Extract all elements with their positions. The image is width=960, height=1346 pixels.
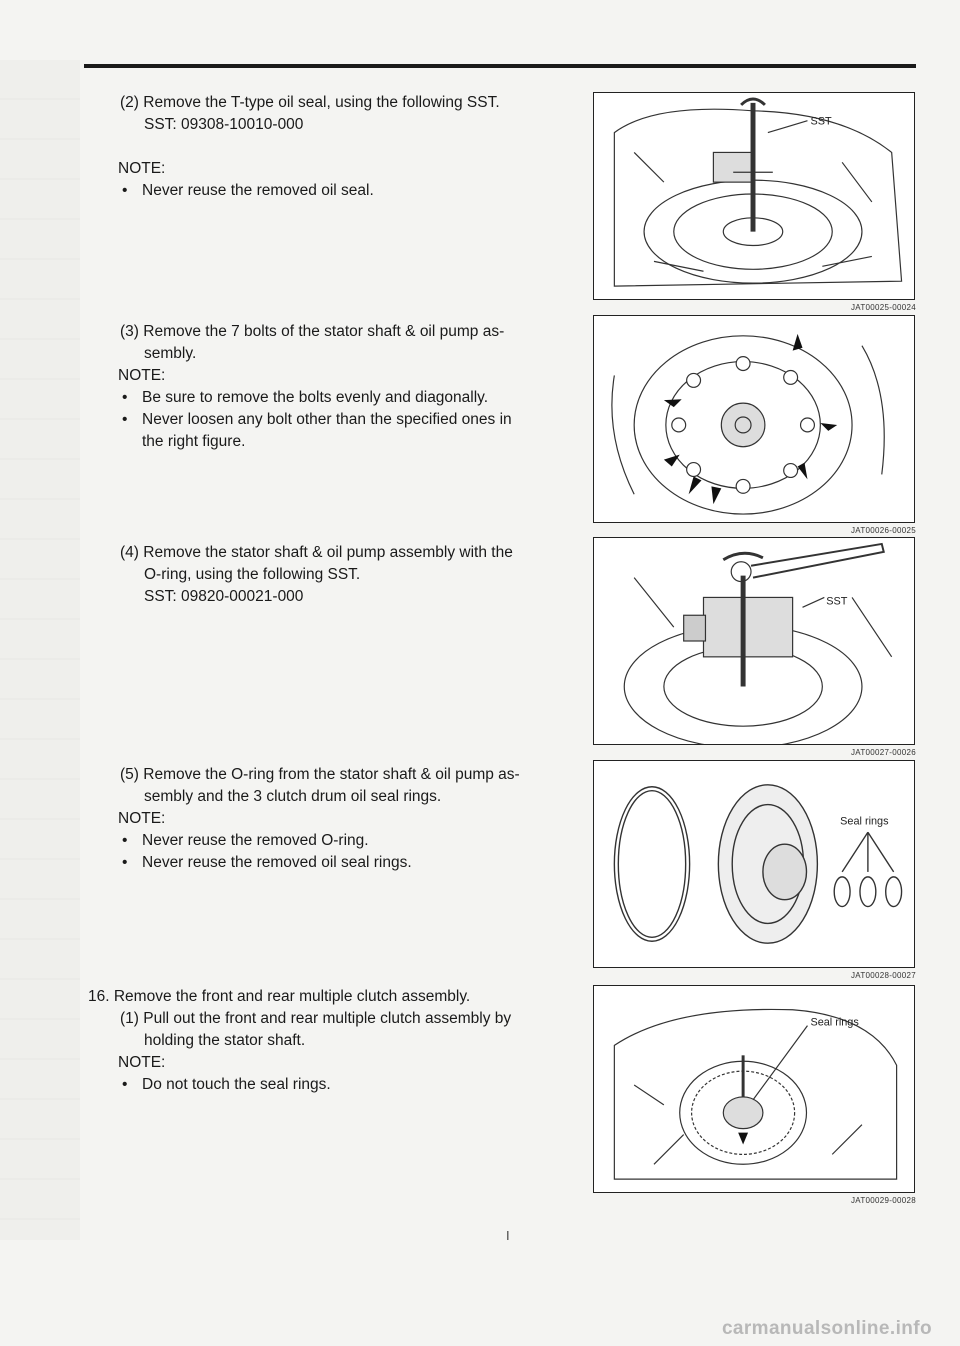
step-5-text (120, 764, 570, 874)
caption-figure-1: JAT00025-00024 (851, 303, 916, 312)
caption-figure-2: JAT00026-00025 (851, 526, 916, 535)
caption-figure-3: JAT00027-00026 (851, 748, 916, 757)
step-2-text (120, 92, 570, 202)
step-5-note-label: NOTE: (118, 810, 166, 827)
step-5-heading-cont: sembly and the 3 clutch drum oil seal rings. (144, 788, 442, 805)
watermark: carmanualsonline.info (721, 1318, 932, 1339)
step-3-bullet-1: • Be sure to remove the bolts evenly and diagonally. (120, 387, 570, 409)
step-4-heading-cont: O-ring, using the following SST. (144, 566, 361, 583)
step-16-1-heading-cont: holding the stator shaft. (144, 1032, 306, 1049)
step-3-note-label: NOTE: (118, 367, 166, 384)
stator-bolts-illustration (594, 316, 914, 522)
caption-figure-4: JAT00028-00027 (851, 971, 916, 980)
step-3-heading-cont: sembly. (144, 345, 197, 362)
step-16-note-label: NOTE: (118, 1054, 166, 1071)
step-3-text (120, 321, 570, 453)
oil-seal-sst-illustration (594, 93, 914, 299)
clutch-assembly-illustration (594, 986, 914, 1192)
step-16-heading: 16. Remove the front and rear multiple clutch assembly. (88, 988, 471, 1005)
caption-figure-5: JAT00029-00028 (851, 1196, 916, 1205)
stator-pull-sst-illustration (594, 538, 914, 744)
step-3-bullet-2: • Never loosen any bolt other than the specified ones in (120, 409, 570, 431)
figure-stator-bolts (593, 315, 915, 523)
step-5-bullet-1: • Never reuse the removed O-ring. (120, 830, 570, 852)
step-2-bullet: • Never reuse the removed oil seal. (120, 180, 570, 202)
step-5-bullet-2: • Never reuse the removed oil seal rings. (120, 852, 570, 874)
step-3-heading: (3) Remove the 7 bolts of the stator shaft & oil pump as- (120, 323, 505, 340)
page-number: I (506, 1228, 510, 1243)
figure-stator-pull (593, 537, 915, 745)
step-4-heading: (4) Remove the stator shaft & oil pump assembly with the (120, 544, 513, 561)
step-16-substeps (88, 1008, 570, 1096)
header-rule (84, 64, 916, 68)
left-page-bleed (0, 60, 80, 1240)
step-2-note-label: NOTE: (118, 160, 166, 177)
step-2-sst: SST: 09308-10010-000 (144, 116, 304, 133)
step-4-sst: SST: 09820-00021-000 (144, 588, 304, 605)
figure-oil-seal-removal (593, 92, 915, 300)
figure-label-seal-rings-2: Seal rings (810, 1016, 859, 1029)
step-16-1-heading: (1) Pull out the front and rear multiple clutch assembly by (120, 1010, 512, 1027)
oring-seal-rings-illustration (594, 761, 914, 967)
step-5-heading: (5) Remove the O-ring from the stator shaft & oil pump as- (120, 766, 520, 783)
step-2-heading: (2) Remove the T-type oil seal, using the following SST. (120, 94, 500, 111)
figure-label-sst-2: SST (826, 595, 848, 608)
step-4-text (120, 542, 570, 608)
step-16-text (88, 986, 570, 1096)
step-3-bullet-2-cont: the right figure. (142, 433, 246, 450)
figure-oring-seal-rings (593, 760, 915, 968)
figure-label-sst: SST (810, 115, 832, 128)
step-16-bullet: • Do not touch the seal rings. (120, 1074, 570, 1096)
figure-clutch-assembly (593, 985, 915, 1193)
figure-label-seal-rings: Seal rings (840, 815, 889, 828)
